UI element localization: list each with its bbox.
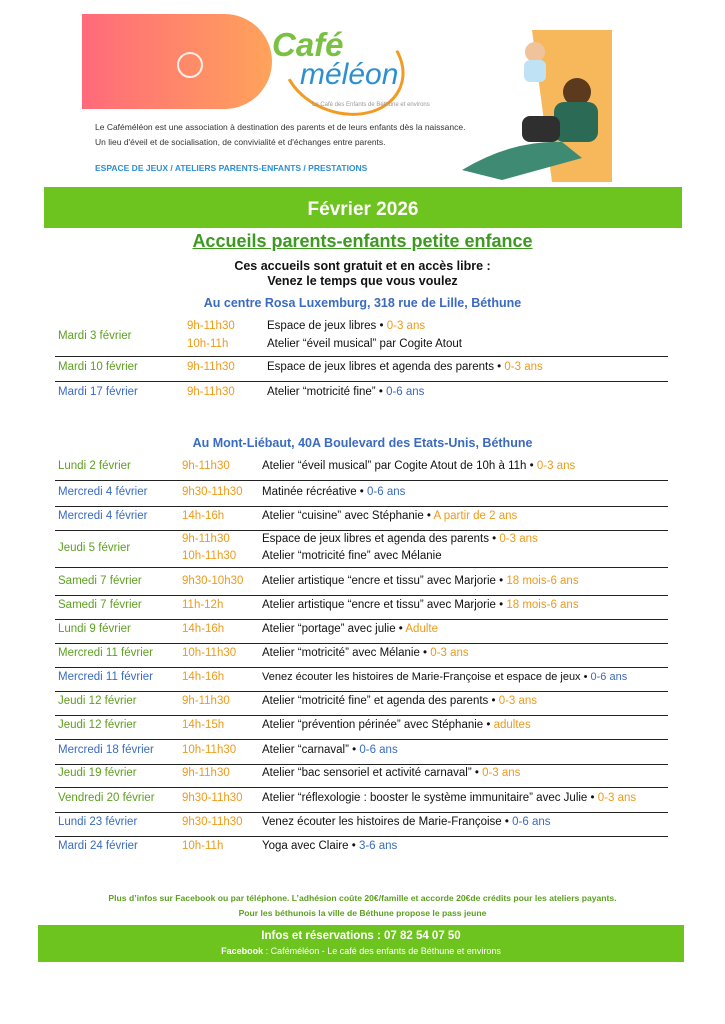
schedule-row: Mercredi 4 février 14h-16h Atelier “cuisine” avec Stéphanie • A partir de 2 ans — [55, 510, 668, 531]
schedule-row: Lundi 23 février 9h30-11h30 Venez écouter les histoires de Marie-Françoise • 0-6 ans — [55, 816, 668, 837]
free-access-line: Venez le temps que vous voulez — [267, 274, 458, 288]
location-heading-mont-liebaut: Au Mont-Liébaut, 40A Boulevard des Etats-Unis, Béthune — [192, 436, 533, 450]
schedule-row: Jeudi 5 février 9h-11h30 10h-11h30 Espace de jeux libres et agenda des parents • 0-3 ans Atelier “motricité fine” avec Mélanie — [55, 533, 668, 568]
schedule-row: Lundi 9 février 14h-16h Atelier “portage” avec julie • Adulte — [55, 623, 668, 644]
schedule-row: Vendredi 20 février 9h30-11h30 Atelier “réflexologie : booster le système immunitaire” avec Julie • 0-3 ans — [55, 792, 668, 813]
facebook-info: Facebook : Caféméléon - Le café des enfants de Béthune et environs — [221, 946, 501, 956]
schedule-row: Mardi 10 février 9h-11h30 Espace de jeux libres et agenda des parents • 0-3 ans — [55, 361, 668, 382]
cafe-meleon-logo: Café méléon Le Café des Enfants de Béthune et environs — [272, 16, 402, 111]
free-access-line: Ces accueils sont gratuit et en accès libre : — [234, 259, 491, 273]
schedule-row: Jeudi 19 février 9h-11h30 Atelier “bac sensoriel et activité carnaval” • 0-3 ans — [55, 767, 668, 788]
schedule-row: Samedi 7 février 9h30-10h30 Atelier artistique “encre et tissu” avec Marjorie • 18 mois-6 ans — [55, 575, 668, 596]
services-label: ESPACE DE JEUX / ATELIERS PARENTS-ENFANTS / PRESTATIONS — [95, 163, 368, 173]
schedule-row: Samedi 7 février 11h-12h Atelier artistique “encre et tissu” avec Marjorie • 18 mois-6 ans — [55, 599, 668, 620]
schedule-row: Mercredi 11 février 14h-16h Venez écouter les histoires de Marie-Françoise et espace de jeux • 0-6 ans — [55, 671, 668, 692]
location-heading-rosa: Au centre Rosa Luxemburg, 318 rue de Lille, Béthune — [203, 296, 522, 310]
membership-info: Plus d’infos sur Facebook ou par téléphone. L’adhésion coûte 20€/famille et accorde 20€de crédits pour les ateliers payants. — [108, 893, 617, 903]
decorative-circle — [177, 52, 203, 78]
contact-phone: Infos et réservations : 07 82 54 07 50 — [261, 930, 461, 942]
parent-baby-illustration — [432, 30, 612, 182]
schedule-row: Jeudi 12 février 14h-15h Atelier “prévention périnée” avec Stéphanie • adultes — [55, 719, 668, 740]
schedule-row: Mardi 17 février 9h-11h30 Atelier “motricité fine” • 0-6 ans — [58, 386, 425, 398]
schedule-row: Lundi 2 février 9h-11h30 Atelier “éveil musical” par Cogite Atout de 10h à 11h • 0-3 ans — [55, 460, 668, 481]
schedule-row: Mercredi 18 février 10h-11h30 Atelier “carnaval” • 0-6 ans — [55, 744, 668, 765]
pass-jeune-info: Pour les béthunois la ville de Béthune propose le pass jeune — [238, 908, 487, 918]
month-title: Février 2026 — [44, 187, 682, 228]
schedule-row: Mardi 3 février 9h-11h30 10h-11h Espace de jeux libres • 0-3 ans Atelier “éveil musical” par Cogite Atout — [55, 320, 668, 357]
association-intro: Le Caféméléon est une association à destination des parents et de leurs enfants dès la naissance. Un lieu d'éveil et de socialisation, de convivialité et d'échanges entre parents. — [95, 122, 466, 147]
schedule-row: Mercredi 4 février 9h30-11h30 Matinée récréative • 0-6 ans — [55, 486, 668, 507]
schedule-row: Mercredi 11 février 10h-11h30 Atelier “motricité” avec Mélanie • 0-3 ans — [55, 647, 668, 668]
schedule-row: Jeudi 12 février 9h-11h30 Atelier “motricité fine” et agenda des parents • 0-3 ans — [55, 695, 668, 716]
contact-bar — [38, 925, 684, 962]
header-banner — [82, 14, 610, 182]
schedule-row: Mardi 24 février 10h-11h Yoga avec Claire • 3-6 ans — [58, 840, 398, 852]
page-subtitle: Accueils parents-enfants petite enfance — [192, 231, 533, 251]
